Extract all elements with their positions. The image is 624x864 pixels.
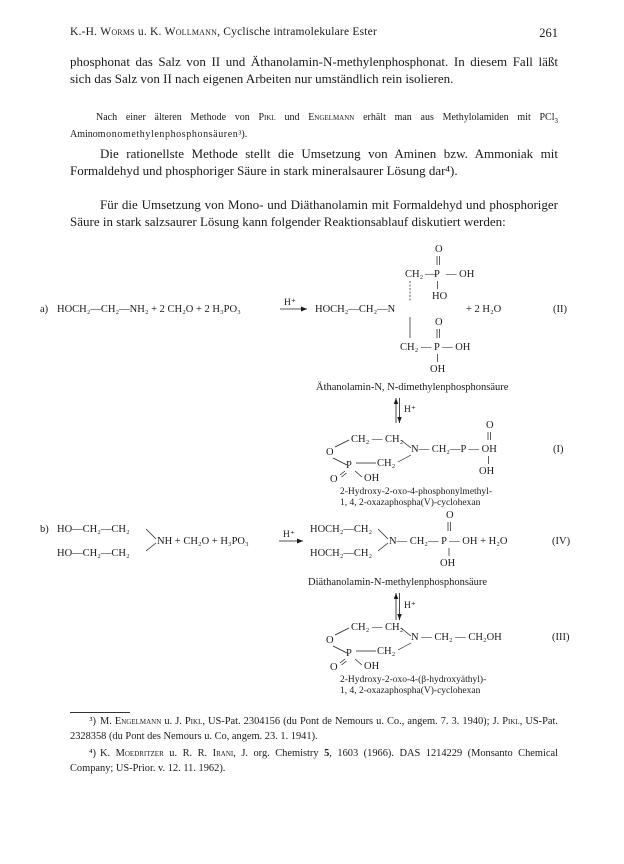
catalyst-h-plus-a: H⁺: [284, 298, 296, 308]
b-left-top: HO—CH₂—CH₂: [57, 524, 130, 535]
compound-I-structure: [326, 420, 497, 485]
ring-top-I: CH₂ — CH₂: [351, 434, 404, 445]
ring-ch2-I: CH₂: [377, 458, 396, 469]
footnote-4: ⁴) K. Moedritzer u. R. R. Irani, J. org. Chemistry 5, 1603 (1966). DAS 1214229 (Monsanto Chemical Company; US-Prior. v. 12. 11. 1962).: [70, 748, 558, 774]
ring-ch2-III: CH₂: [377, 646, 396, 657]
page-number: 261: [539, 26, 558, 40]
oh-bottom: OH: [430, 364, 446, 375]
atom-ho: HO: [432, 291, 448, 302]
compound-number-II: (II): [553, 304, 567, 315]
compound-number-III: (III): [552, 632, 570, 643]
catalyst-h-plus-eq2: H⁺: [404, 601, 416, 611]
footnote-rule: [70, 712, 130, 713]
p-oh-I: OH: [479, 466, 495, 477]
phosphonyl-bottom: [400, 317, 471, 375]
ring-oh-III: OH: [364, 661, 380, 672]
svg-text:O: O: [330, 474, 338, 485]
footnote-3: ³) M. Engelmann u. J. Pikl, US-Pat. 2304156 (du Pont de Nemours u. Co., angem. 7. 3. 1940); J. Pikl, US-Pat. 2328358 (du Pont des Nemours u. Co, angem. 23. 1. 1941).: [70, 716, 558, 742]
phosphonyl-top: [405, 244, 475, 302]
paragraph-2: Die rationellste Methode stellt die Umsetzung von Aminen bzw. Ammoniak mit Formaldehyd und phosphoriger Säure in stark mineralsaurer Lösung dar⁴).: [70, 146, 558, 178]
b-right-top: HOCH₂—CH₂: [310, 524, 373, 535]
label-a: a): [40, 304, 49, 315]
header-citation: K.-H. Worms u. K. Wollmann, Cyclische intramolekulare Ester: [70, 26, 377, 38]
atom-o-IV: O: [446, 510, 454, 521]
ring-n-right-III: N — CH₂ — CH₂OH: [411, 632, 502, 643]
atom-o-I: O: [486, 420, 494, 431]
atom-o-bottom: O: [435, 317, 443, 328]
svg-text:O: O: [326, 447, 334, 458]
water-a: + 2 H₂O: [466, 304, 502, 315]
b-right-n: N— CH₂— P — OH + H₂O: [389, 536, 508, 547]
reactants-a: HOCH₂—CH₂—NH₂ + 2 CH₂O + 2 H₃PO₃: [57, 304, 241, 315]
paragraph-1: phosphonat das Salz von II und Äthanolamin-N-methylenphosphonat. In diesem Fall läßt sich das Salz von II nach eigenen Arbeiten nur umständlich rein isolieren.: [70, 54, 558, 86]
p-oh-top: — OH: [446, 269, 475, 280]
small-print-note: Nach einer älteren Methode von Pikl und Engelmann erhält man aus Methylolamiden mit PCl$_3$ Aminomonomethylenphosphonsäuren³).: [70, 112, 558, 140]
compound-III-structure: [326, 622, 502, 673]
ring-n-right-I: N— CH₂—P — OH: [411, 444, 497, 455]
atom-p-top: P: [434, 269, 440, 280]
label-b: b): [40, 524, 49, 535]
ring-p-I: P: [346, 460, 352, 471]
paragraph-3: Für die Umsetzung von Mono- und Diäthanolamin mit Formaldehyd und phosphoriger Säure in stark salzsaurer Lösung kann folgender Reaktionsablauf diskutiert werden:: [70, 197, 558, 229]
compound-number-IV: (IV): [552, 536, 571, 547]
svg-text:O: O: [330, 662, 338, 673]
compound-name-I-line2: 1, 4, 2-oxazaphospha(V)-cyclohexan: [340, 498, 481, 508]
equilibrium-arrow-2: [394, 593, 416, 620]
compound-name-II: Äthanolamin-N, N-dimethylenphosphonsäure: [316, 382, 509, 393]
compound-name-III-line2: 1, 4, 2-oxazaphospha(V)-cyclohexan: [340, 686, 481, 696]
ch2-bottom: CH₂ — P — OH: [400, 342, 471, 353]
compound-number-I: (I): [553, 444, 564, 455]
compound-name-I-line1: 2-Hydroxy-2-oxo-4-phosphonylmethyl-: [340, 487, 492, 497]
equilibrium-arrow-1: [394, 398, 416, 423]
ring-p-III: P: [346, 648, 352, 659]
p-oh-IV: OH: [440, 558, 456, 569]
catalyst-h-plus-eq1: H⁺: [404, 405, 416, 415]
ch2-top: CH₂: [405, 269, 424, 280]
compound-name-IV: Diäthanolamin-N-methylenphosphonsäure: [308, 577, 488, 588]
ring-oh-I: OH: [364, 473, 380, 484]
atom-o-top: O: [435, 244, 443, 255]
product-a-chain: HOCH₂—CH₂—N: [315, 304, 396, 315]
b-left-bottom: HO—CH₂—CH₂: [57, 548, 130, 559]
svg-text:—: —: [425, 269, 436, 280]
compound-name-III-line1: 2-Hydroxy-2-oxo-4-(β-hydroxyäthyl)-: [340, 675, 487, 685]
b-reagents: NH + CH₂O + H₃PO₃: [157, 536, 249, 547]
b-right-bottom: HOCH₂—CH₂: [310, 548, 373, 559]
svg-text:O: O: [326, 635, 334, 646]
ring-top-III: CH₂ — CH₂: [351, 622, 404, 633]
catalyst-h-plus-b: H⁺: [283, 530, 295, 540]
